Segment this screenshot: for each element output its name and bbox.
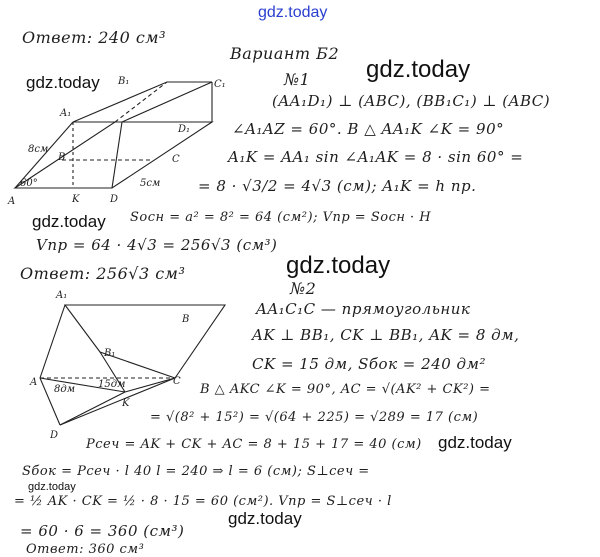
- answer-prev: Ответ: 240 см³: [22, 28, 166, 47]
- watermark-4: gdz.today: [286, 252, 391, 279]
- problem-2-line-5: = √(8² + 15²) = √(64 + 225) = √289 = 17 (см): [150, 410, 479, 425]
- label-b1-2: B₁: [104, 348, 116, 359]
- figure-1-parallelepiped: [15, 82, 212, 188]
- label-ak: 8дм: [54, 384, 75, 395]
- figure-1-labels: [7, 76, 226, 207]
- label-angle: 60°: [20, 178, 38, 189]
- label-d: D: [110, 194, 119, 205]
- label-k-2: K: [122, 398, 130, 409]
- problem-1-line-2: ∠A₁AZ = 60°. В △ AA₁K ∠K = 90°: [232, 120, 505, 138]
- watermark-top: gdz.today: [258, 4, 328, 21]
- problem-2-line-6: Pсеч = AK + CK + AC = 8 + 15 + 17 = 40 (см): [86, 437, 422, 452]
- label-d-2: D: [50, 430, 59, 441]
- problem-2-line-1: AA₁C₁C — прямоугольник: [256, 300, 471, 318]
- problem-2-line-8: = ½ AK · CK = ½ · 8 · 15 = 60 (см²). Vпр = S⊥сеч · l: [14, 494, 392, 509]
- label-k: K: [72, 194, 80, 205]
- label-side: 8см: [28, 144, 49, 155]
- problem-2-answer: Ответ: 360 см³: [26, 542, 145, 557]
- label-b1: B₁: [118, 76, 130, 87]
- label-a1-2: A₁: [56, 290, 68, 301]
- label-ck: 15дм: [98, 379, 126, 390]
- variant-title: Вариант Б2: [230, 44, 340, 63]
- problem-1-line-4: = 8 · √3/2 = 4√3 (см); A₁K = h пр.: [198, 177, 477, 195]
- problem-2-line-3: CK = 15 дм, Sбок = 240 дм²: [252, 355, 487, 373]
- problem-1-line-6: Vпр = 64 · 4√3 = 256√3 (см³): [36, 236, 278, 254]
- problem-2-line-7: Sбок = Pсеч · l 40 l = 240 ⇒ l = 6 (см); S⊥сеч =: [22, 464, 370, 479]
- label-b: B: [58, 152, 66, 163]
- problem-1-line-1: (AA₁D₁) ⊥ (ABC), (BB₁C₁) ⊥ (ABC): [272, 92, 551, 110]
- problem-1-line-3: A₁K = AA₁ sin ∠A₁AK = 8 · sin 60° =: [228, 148, 524, 166]
- watermark-5: gdz.today: [438, 433, 512, 452]
- label-c: C: [172, 154, 180, 165]
- problem-1-number: №1: [284, 70, 311, 89]
- watermark-2: gdz.today: [26, 73, 100, 92]
- watermark-3: gdz.today: [32, 212, 106, 231]
- problem-2-line-2: AK ⊥ BB₁, CK ⊥ BB₁, AK = 8 дм,: [252, 326, 520, 344]
- watermark-6: gdz.today: [28, 481, 76, 493]
- label-c1: C₁: [214, 79, 226, 90]
- watermark-1: gdz.today: [366, 56, 471, 83]
- figure-2-top-face: [65, 305, 225, 378]
- watermark-7: gdz.today: [228, 509, 302, 528]
- label-base: 5см: [140, 178, 161, 189]
- label-a-2: A: [30, 377, 38, 388]
- problem-1-line-5: Sосн = a² = 8² = 64 (см²); Vпр = Sосн · H: [130, 210, 432, 225]
- problem-1-answer: Ответ: 256√3 см³: [20, 264, 186, 283]
- problem-2-number: №2: [290, 279, 317, 298]
- figure-2-prism: [40, 305, 225, 425]
- label-d1: D₁: [178, 124, 191, 135]
- label-a1: A₁: [60, 108, 72, 119]
- problem-2-line-4: В △ AKC ∠K = 90°, AC = √(AK² + CK²) =: [200, 382, 491, 397]
- problem-2-line-9: = 60 · 6 = 360 (см³): [20, 522, 185, 540]
- label-a: A: [8, 196, 16, 207]
- label-c-2: C: [173, 376, 181, 387]
- label-b-2: B: [182, 314, 190, 325]
